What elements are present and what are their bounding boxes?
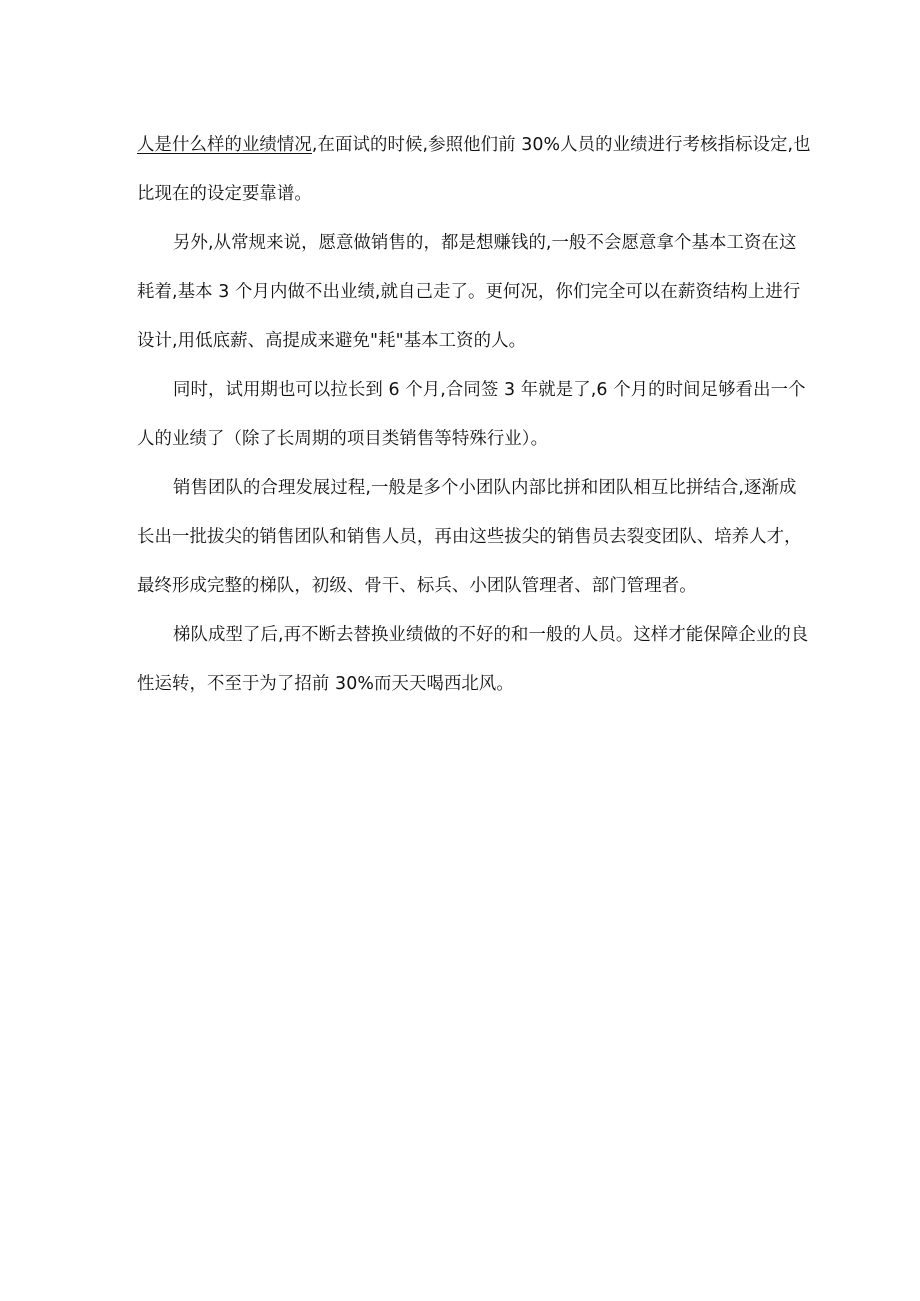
text-line: 人的业绩了（除了长周期的项目类销售等特殊行业）。 [137,429,549,449]
underlined-text: 人是什么样的业绩情况 [137,135,312,155]
paragraph-salary-structure [137,219,801,366]
paragraph-performance-assessment [137,121,811,219]
line-text: ,在面试的时候,参照他们前 30%人员的业绩进行考核指标设定,也 [311,135,811,155]
paragraph-probation-period [137,366,806,464]
text-line [137,121,811,170]
paragraph-team-formation [137,611,809,709]
text-line: 长出一批拔尖的销售团队和销售人员，再由这些拔尖的销售员去裂变团队、培养人才， [137,527,802,547]
text-line: 比现在的设定要靠谱。 [137,184,312,204]
text-line: 性运转，不至于为了招前 30%而天天喝西北风。 [137,674,514,694]
text-line: 梯队成型了后,再不断去替换业绩做的不好的和一般的人员。这样才能保障企业的良 [173,625,809,645]
text-line: 最终形成完整的梯队，初级、骨干、标兵、小团队管理者、部门管理者。 [137,576,697,596]
paragraph-team-development [137,464,802,611]
text-line: 另外,从常规来说，愿意做销售的，都是想赚钱的,一般不会愿意拿个基本工资在这 [173,233,797,253]
text-line: 设计,用低底薪、高提成来避免"耗"基本工资的人。 [137,331,527,351]
text-line: 同时，试用期也可以拉长到 6 个月,合同签 3 年就是了,6 个月的时间足够看出一个 [173,380,806,400]
text-line: 耗着,基本 3 个月内做不出业绩,就自己走了。更何况，你们完全可以在薪资结构上进行 [137,282,801,302]
text-line: 销售团队的合理发展过程,一般是多个小团队内部比拼和团队相互比拼结合,逐渐成 [173,478,797,498]
